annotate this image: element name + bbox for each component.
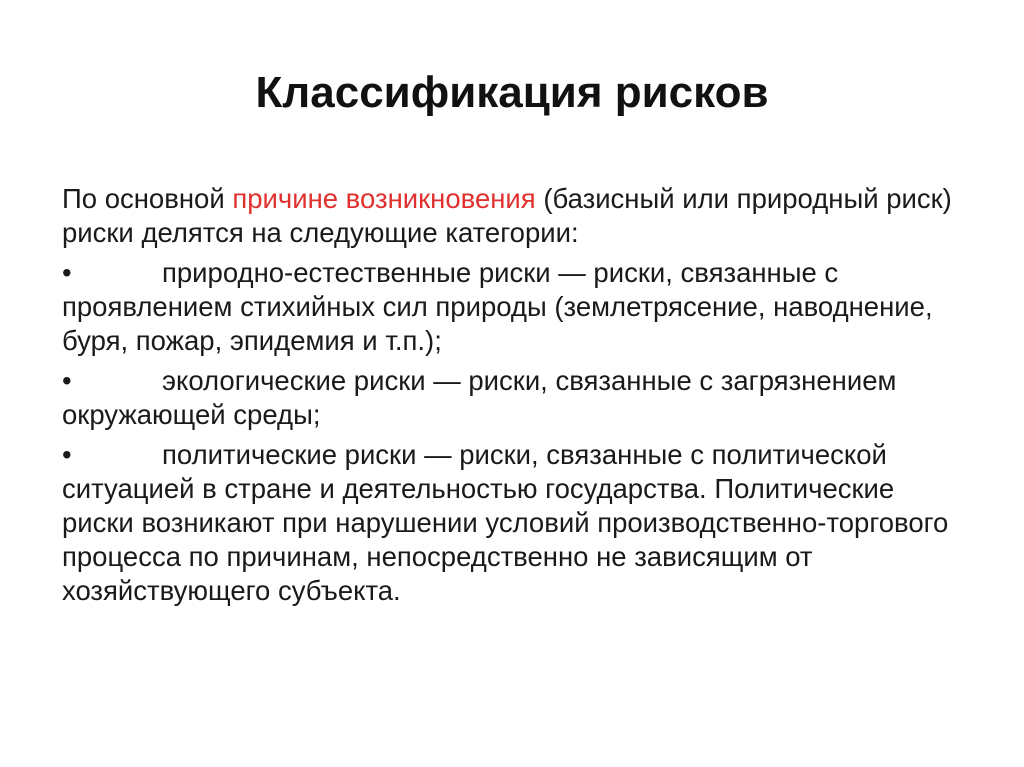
bullet-icon: • (62, 365, 72, 396)
intro-text-after: (базисный или природный риск) риски делятся на следующие категории: (62, 183, 952, 248)
bullet-text: экологические риски — риски, связанные с загрязнением окружающей среды; (62, 365, 897, 430)
intro-text-before: По основной (62, 183, 233, 214)
bullet-item-political-risks (62, 438, 962, 608)
intro-paragraph (62, 182, 962, 250)
intro-highlight: причине возникновения (232, 183, 536, 214)
slide-title: Классификация рисков (255, 68, 769, 117)
bullet-icon: • (62, 257, 72, 288)
slide-body (62, 182, 962, 614)
bullet-text: политические риски — риски, связанные с политической ситуацией в стране и деятельностью государства. Политические риски возникают при нарушении условий производственно-торгового процесса по причинам, непосредственно не зависящим от хозяйствующего субъекта. (62, 439, 949, 606)
bullet-item-natural-risks (62, 256, 962, 358)
bullet-icon: • (62, 439, 72, 470)
bullet-item-ecological-risks (62, 364, 962, 432)
bullet-text: природно-естественные риски — риски, связанные с проявлением стихийных сил природы (землетрясение, наводнение, буря, пожар, эпидемия и т.п.); (62, 257, 933, 356)
